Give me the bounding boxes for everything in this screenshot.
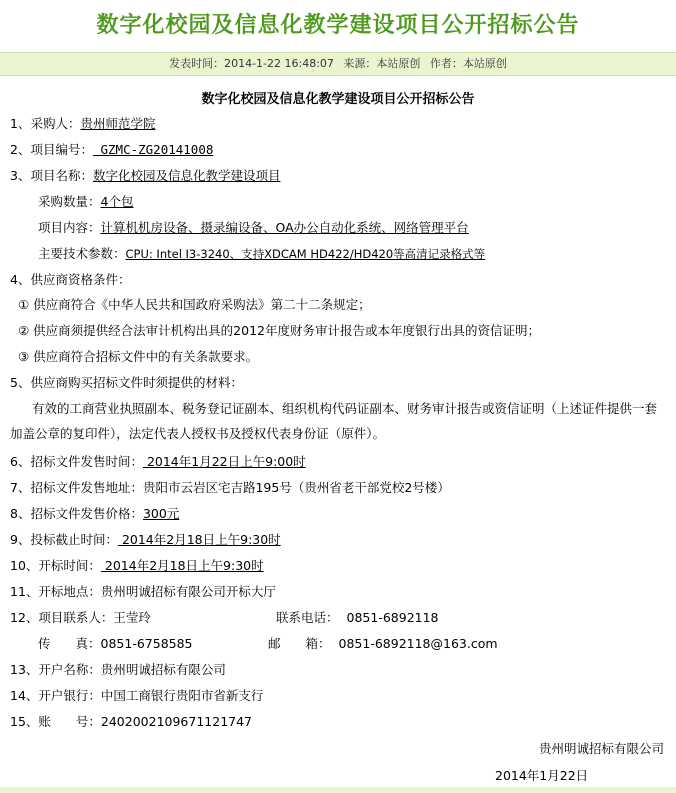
bank-row (10, 688, 263, 704)
deadline-row (10, 532, 281, 548)
phone-row (276, 610, 439, 626)
email-value: 0851-6892118@163.com (338, 636, 498, 651)
publish-time: 发表时间：2014-1-22 16:48:07 (169, 57, 334, 70)
open-time-label: 10、开标时间： (10, 558, 101, 573)
document-heading: 数字化校园及信息化教学建设项目公开招标公告 (201, 92, 475, 107)
fax-row (38, 636, 193, 652)
qty-label: 采购数量： (38, 194, 101, 209)
author: 作者：本站原创 (429, 57, 507, 70)
acct-name-value: 贵州明诚招标有限公司 (100, 662, 226, 677)
project-name-label: 3、项目名称： (10, 168, 93, 183)
email-label: 邮 箱： (268, 636, 331, 651)
bank-value: 中国工商银行贵阳市省新支行 (100, 688, 264, 703)
phone-value: 0851-6892118 (346, 610, 439, 625)
content-row (38, 220, 469, 236)
issue-addr-row (10, 480, 450, 496)
open-time-row (10, 558, 264, 574)
content-value: 计算机机房设备、摄录编设备、OA办公自动化系统、网络管理平台 (100, 220, 469, 235)
qual-item-1: ① 供应商符合《中华人民共和国政府采购法》第二十二条规定； (18, 297, 371, 312)
open-place-row (10, 584, 276, 600)
bottom-bar (0, 787, 676, 793)
qual-item-2: ② 供应商须提供经合法审计机构出具的2012年度财务审计报告或本年度银行出具的资信证明； (18, 323, 540, 338)
qual-item-3: ③ 供应商符合招标文件中的有关条款要求。 (18, 349, 259, 364)
contact-row (10, 610, 151, 626)
contact-value: 王莹玲 (113, 610, 151, 625)
tech-value: CPU: Intel I3-3240、支持XDCAM HD422/HD420等高清记录格式等 (125, 247, 486, 261)
qual-label: 4、供应商资格条件： (10, 272, 131, 287)
project-no-value: GZMC-ZG20141008 (92, 142, 214, 157)
deadline-value: 2014年2月18日上午9:30时 (117, 532, 281, 547)
acct-name-row (10, 662, 226, 678)
source: 来源：本站原创 (343, 57, 421, 70)
materials-label: 5、供应商购买招标文件时须提供的材料： (10, 375, 243, 390)
buyer-label: 1、采购人： (10, 116, 81, 131)
bank-label: 14、开户银行： (10, 688, 101, 703)
deadline-label: 9、投标截止时间： (10, 532, 118, 547)
acct-name-label: 13、开户名称： (10, 662, 101, 677)
price-row (10, 506, 179, 522)
issue-addr-label: 7、招标文件发售地址： (10, 480, 143, 495)
issue-time-row (10, 454, 306, 470)
qty-row (38, 194, 133, 210)
price-value: 300元 (142, 506, 180, 521)
issue-time-value: 2014年1月22日上午9:00时 (142, 454, 306, 469)
tech-label: 主要技术参数： (38, 246, 126, 261)
page-title: 数字化校园及信息化教学建设项目公开招标公告 (96, 12, 580, 38)
open-place-label: 11、开标地点： (10, 584, 101, 599)
buyer-row (10, 116, 155, 132)
project-name-value: 数字化校园及信息化教学建设项目 (92, 168, 281, 183)
open-time-value: 2014年2月18日上午9:30时 (100, 558, 264, 573)
project-no-row (10, 142, 213, 158)
signature-date: 2014年1月22日 (495, 768, 589, 783)
acct-no-row (10, 714, 252, 730)
signature-org: 贵州明诚招标有限公司 (538, 741, 664, 756)
price-label: 8、招标文件发售价格： (10, 506, 143, 521)
meta-bar (0, 52, 676, 76)
tech-row (38, 246, 485, 262)
open-place-value: 贵州明诚招标有限公司开标大厅 (100, 584, 276, 599)
materials-text: 有效的工商营业执照副本、税务登记证副本、组织机构代码证副本、财务审计报告或资信证明（上述证件提供一套加盖公章的复印件），法定代表人授权书及授权代表身份证（原件）。 (10, 401, 658, 441)
acct-no-label: 15、账 号： (10, 714, 101, 729)
project-name-row (10, 168, 280, 184)
acct-no-value: 2402002109671121747 (100, 714, 253, 729)
phone-label: 联系电话： (276, 610, 339, 625)
project-no-label: 2、项目编号： (10, 142, 93, 157)
issue-time-label: 6、招标文件发售时间： (10, 454, 143, 469)
contact-label: 12、项目联系人： (10, 610, 114, 625)
content-label: 项目内容： (38, 220, 101, 235)
fax-value: 0851-6758585 (100, 636, 193, 651)
fax-label: 传 真： (38, 636, 101, 651)
issue-addr-value: 贵阳市云岩区宅吉路195号（贵州省老干部党校2号楼） (142, 480, 450, 495)
qty-value: 4个包 (100, 194, 134, 209)
email-row (268, 636, 498, 652)
buyer-value: 贵州师范学院 (80, 116, 156, 131)
